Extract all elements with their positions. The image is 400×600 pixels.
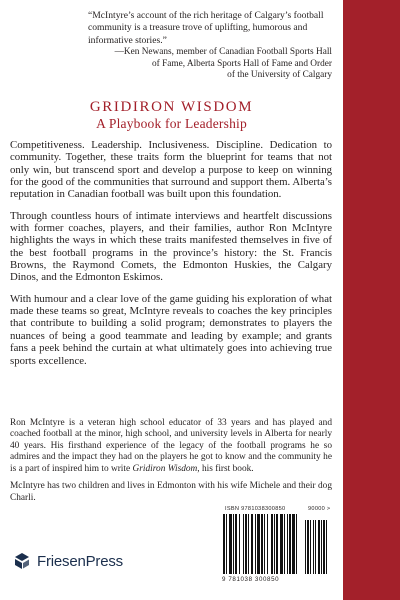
publisher-logo	[12, 551, 123, 571]
bio-text-end: , his first book.	[197, 463, 254, 474]
friesenpress-logo-icon	[12, 551, 32, 571]
book-description	[10, 139, 332, 376]
isbn-barcode	[218, 503, 336, 590]
bio-paragraph-2: McIntyre has two children and lives in Edmonton with his wife Michele and their dog Charli.	[10, 481, 332, 503]
barcode-digits: 9 781038 300850	[222, 576, 280, 583]
quote-attribution	[100, 47, 332, 82]
book-title: GRIDIRON WISDOM	[89, 99, 254, 115]
bio-text-start: Ron McIntyre is a veteran high school educator of 33 years and has played and coached football at the minor, high school, and university levels in Alberta for nearly 40 years. His firsthand experience of the legacy of the football programs he so admires and the impact they had on the players he got to know and the community he is a part of inspired him to write	[10, 418, 332, 474]
attribution-line-2: of Fame, Alberta Sports Hall of Fame and Order	[152, 58, 332, 69]
bio-paragraph-1	[10, 418, 332, 475]
isbn-text: ISBN 978103830085​0	[225, 506, 286, 512]
quote-text: “McIntyre’s account of the rich heritage of Calgary’s football community is a treasure trove of uplifting, humorous and informative stories.”	[88, 10, 324, 46]
description-paragraph-3: With humour and a clear love of the game guiding his exploration of what made these teams so great, McIntyre reveals to coaches the key principles that contribute to building a solid program; demonstrates to players the nuances of being a good teammate and leading by example; and grants fans a peek behind the curtain at what ultimately goes into achieving true sports excellence.	[10, 292, 332, 367]
description-paragraph-2: Through countless hours of intimate interviews and heartfelt discussions with former coaches, players, and their families, author Ron McIntyre highlights the ways in which these traits manifested themselves in five of the best football programs in the province’s history: the St. Francis Browns, the Raymond Comets, the Edmonton Huskies, the Calgary Dinos, and the Edmonton Eskimos.	[10, 209, 332, 284]
title-block	[0, 98, 343, 132]
attribution-line-1: —Ken Newans, member of Canadian Football Sports Hall	[114, 47, 332, 57]
bio-book-title: Gridiron Wisdom	[132, 463, 198, 474]
attribution-line-3: of the University of Calgary	[227, 70, 332, 81]
book-subtitle: A Playbook for Leadership	[96, 116, 247, 131]
price-code: 90000 >	[308, 506, 331, 512]
publisher-name: FriesenPress	[37, 552, 123, 570]
author-bio	[10, 418, 332, 510]
barcode-bars	[223, 514, 331, 576]
description-paragraph-1: Competitiveness. Leadership. Inclusiveness. Discipline. Dedication to community. Together, these traits form the blueprint for teams that not only win, but transcend sport and develop a purpose to keep on winning for the good of the communities that surround and support them. Alberta’s reputation in Canadian football was built upon this foundation.	[10, 139, 332, 201]
red-side-bar	[343, 0, 400, 600]
endorsement-quote	[88, 10, 334, 47]
